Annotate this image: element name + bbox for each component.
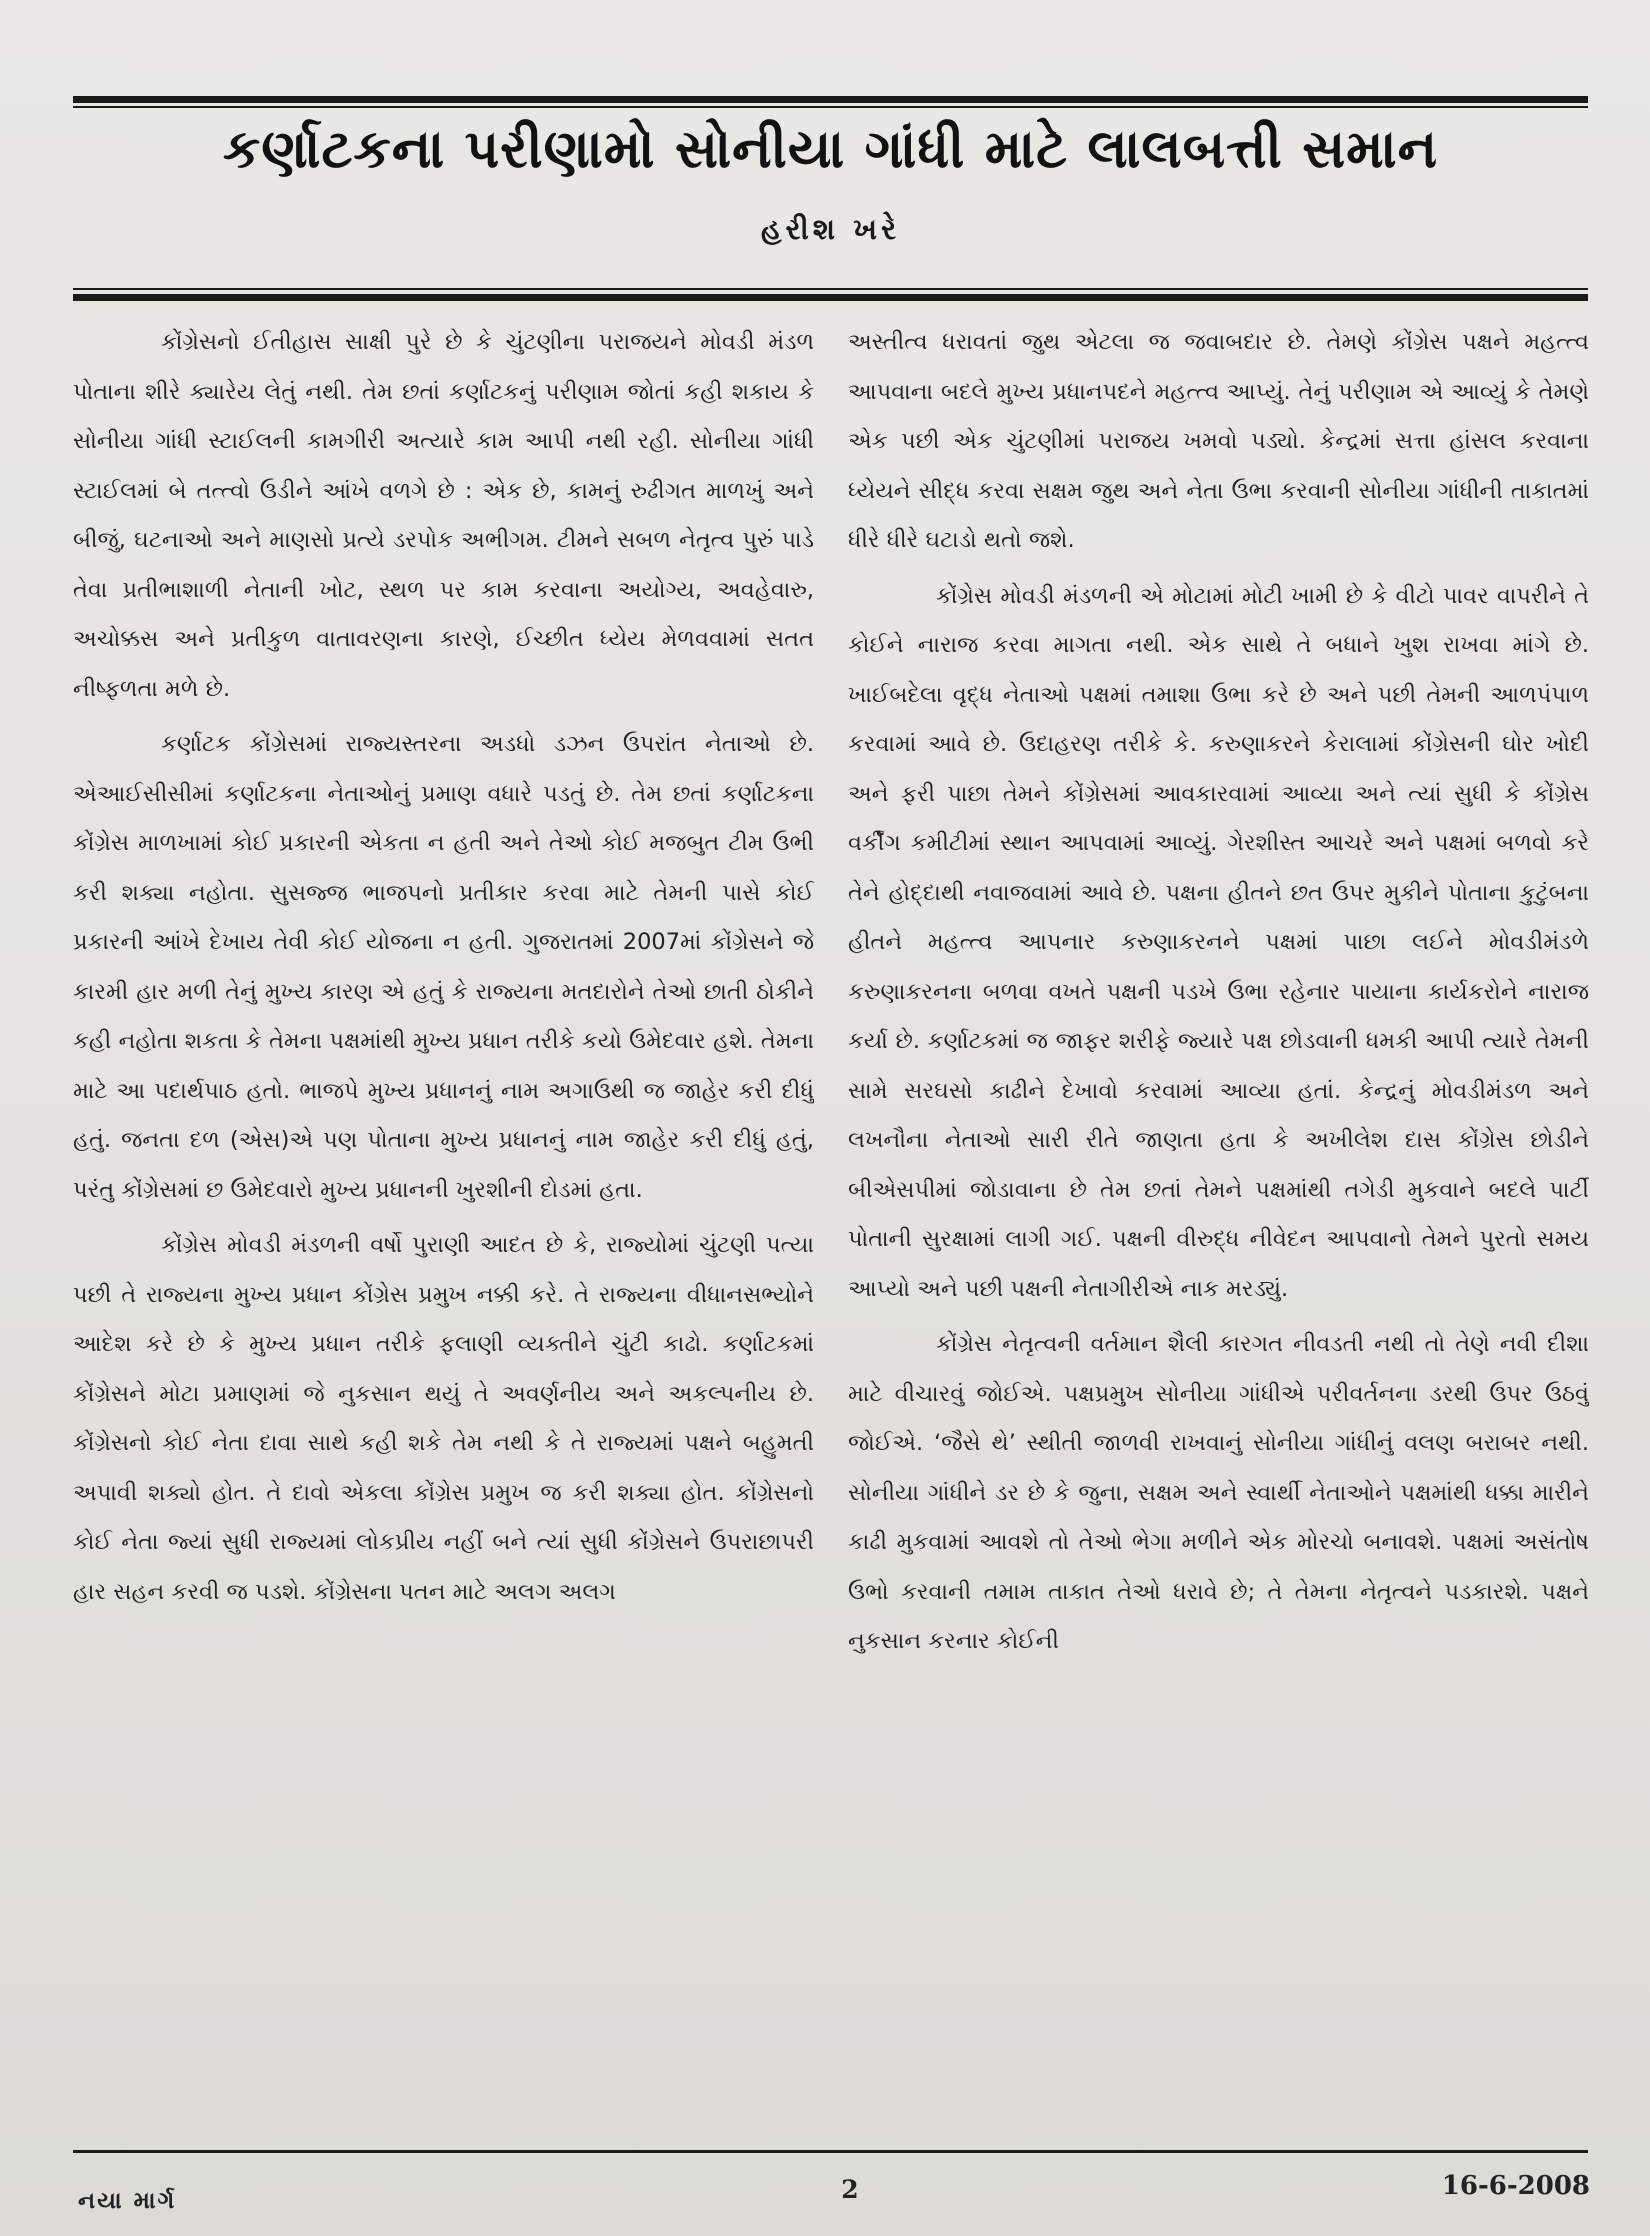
top-rule-thick bbox=[73, 96, 1588, 103]
page-number: 2 bbox=[841, 2175, 859, 2204]
paragraph: કોંગ્રેસ નેતૃત્વની વર્તમાન શૈલી કારગત નીવડતી નથી તો તેણે નવી દીશા માટે વીચારવું જોઈએ. પક્ષપ્રમુખ સોનીયા ગાંધીએ પરીવર્તનના ડરથી ઉપર ઉઠવું જોઈએ. ‘જૈસે થે’ સ્થીતી જાળવી રાખવાનું સોનીયા ગાંધીનું વલણ બરાબર નથી. સોનીયા ગાંધીને ડર છે કે જુના, સક્ષમ અને સ્વાર્થી નેતાઓને પક્ષમાંથી ધક્કા મારીને કાઢી મુકવામાં આવશે તો તેઓ ભેગા મળીને એક મોરચો બનાવશે. પક્ષમાં અસંતોષ ઉભો કરવાની તમામ તાકાત તેઓ ધરાવે છે; તે તેમના નેતૃત્વને પડકારશે. પક્ષને નુકસાન કરનાર કોઈની bbox=[848, 1331, 1589, 1654]
right-column bbox=[848, 318, 1589, 2113]
issue-date: 16-6-2008 bbox=[1441, 2171, 1590, 2201]
paragraph: અસ્તીત્વ ધરાવતાં જુથ એટલા જ જવાબદાર છે. તેમણે કોંગ્રેસ પક્ષને મહત્ત્વ આપવાના બદલે મુખ્ય પ્રધાનપદને મહત્ત્વ આપ્યું. તેનું પરીણામ એ આવ્યું કે તેમણે એક પછી એક ચુંટણીમાં પરાજય ખમવો પડ્યો. કેન્દ્રમાં સત્તા હાંસલ કરવાના ધ્યેયને સીદ્ધ કરવા સક્ષમ જુથ અને નેતા ઉભા કરવાની સોનીયા ગાંધીની તાકાતમાં ધીરે ધીરે ઘટાડો થતો જશે. bbox=[848, 329, 1589, 553]
paragraph: કર્ણાટક કોંગ્રેસમાં રાજ્યસ્તરના અડધો ડઝન ઉપરાંત નેતાઓ છે. એઆઈસીસીમાં કર્ણાટકના નેતાઓનું પ્રમાણ વધારે પડતું છે. તેમ છતાં કર્ણાટકના કોંગ્રેસ માળખામાં કોઈ પ્રકારની એકતા ન હતી અને તેઓ કોઈ મજબુત ટીમ ઉભી કરી શક્યા નહોતા. સુસજ્જ ભાજપનો પ્રતીકાર કરવા માટે તેમની પાસે કોઈ પ્રકારની આંખે દેખાય તેવી કોઈ યોજના ન હતી. ગુજરાતમાં 2007માં કોંગ્રેસને જે કારમી હાર મળી તેનું મુખ્ય કારણ એ હતું કે રાજ્યના મતદારોને તેઓ છાતી ઠોકીને કહી નહોતા શકતા કે તેમના પક્ષમાંથી મુખ્ય પ્રધાન તરીકે કયો ઉમેદવાર હશે. તેમના માટે આ પદાર્થપાઠ હતો. ભાજપે મુખ્ય પ્રધાનનું નામ અગાઉથી જ જાહેર કરી દીધું હતું. જનતા દળ (એસ)એ પણ પોતાના મુખ્ય પ્રધાનનું નામ જાહેર કરી દીધું હતું, પરંતુ કોંગ્રેસમાં છ ઉમેદવારો મુખ્ય પ્રધાનની ખુરશીની દોડમાં હતા. bbox=[73, 731, 814, 1203]
paragraph: કોંગ્રેસ મોવડી મંડળની વર્ષો પુરાણી આદત છે કે, રાજ્યોમાં ચુંટણી પત્યા પછી તે રાજ્યના મુખ્ય પ્રધાન કોંગ્રેસ પ્રમુખ નક્કી કરે. તે રાજ્યના વીધાનસભ્યોને આદેશ કરે છે કે મુખ્ય પ્રધાન તરીકે ફલાણી વ્યક્તીને ચુંટી કાઢો. કર્ણાટકમાં કોંગ્રેસને મોટા પ્રમાણમાં જે નુકસાન થયું તે અવર્ણનીય અને અકલ્પનીય છે. કોંગ્રેસનો કોઈ નેતા દાવા સાથે કહી શકે તેમ નથી કે તે રાજ્યમાં પક્ષને બહુમતી અપાવી શક્યો હોત. તે દાવો એકલા કોંગ્રેસ પ્રમુખ જ કરી શક્યા હોત. કોંગ્રેસનો કોઈ નેતા જ્યાં સુધી રાજ્યમાં લોકપ્રીય નહીં બને ત્યાં સુધી કોંગ્રેસને ઉપરાછાપરી હાર સહન કરવી જ પડશે. કોંગ્રેસના પતન માટે અલગ અલગ bbox=[73, 1232, 814, 1605]
top-rule-thin bbox=[73, 106, 1588, 108]
header-rule-thin bbox=[73, 288, 1588, 290]
left-column bbox=[73, 318, 814, 2113]
header-rule-thick bbox=[73, 294, 1588, 301]
article-byline: હરીશ ખરે bbox=[760, 212, 901, 246]
footer-rule bbox=[73, 2150, 1588, 2153]
publication-name: નયા માર્ગ bbox=[78, 2188, 177, 2214]
article-headline: કર્ણાટકના પરીણામો સોનીયા ગાંધી માટે લાલબત્તી સમાન bbox=[222, 119, 1439, 180]
paragraph: કોંગ્રેસનો ઈતીહાસ સાક્ષી પુરે છે કે ચુંટણીના પરાજયને મોવડી મંડળ પોતાના શીરે ક્યારેય લેતું નથી. તેમ છતાં કર્ણાટકનું પરીણામ જોતાં કહી શકાય કે સોનીયા ગાંધી સ્ટાઈલની કામગીરી અત્યારે કામ આપી નથી રહી. સોનીયા ગાંધી સ્ટાઈલમાં બે તત્ત્વો ઉડીને આંખે વળગે છે : એક છે, કામનું રુઢીગત માળખું અને બીજું, ઘટનાઓ અને માણસો પ્રત્યે ડરપોક અભીગમ. ટીમને સબળ નેતૃત્વ પુરું પાડે તેવા પ્રતીભાશાળી નેતાની ખોટ, સ્થળ પર કામ કરવાના અયોગ્ય, અવહેવારુ, અચોક્કસ અને પ્રતીકુળ વાતાવરણના કારણે, ઈચ્છીત ધ્યેય મેળવવામાં સતત નીષ્ફળતા મળે છે. bbox=[73, 329, 814, 702]
paragraph: કોંગ્રેસ મોવડી મંડળની એ મોટામાં મોટી ખામી છે કે વીટો પાવર વાપરીને તે કોઈને નારાજ કરવા માગતા નથી. એક સાથે તે બધાને ખુશ રાખવા માંગે છે. ખાઈબદેલા વૃદ્ધ નેતાઓ પક્ષમાં તમાશા ઉભા કરે છે અને પછી તેમની આળપંપાળ કરવામાં આવે છે. ઉદાહરણ તરીકે કે. કરુણાકરને કેરાલામાં કોંગ્રેસની ઘોર ખોદી અને ફરી પાછા તેમને કોંગ્રેસમાં આવકારવામાં આવ્યા અને ત્યાં સુધી કે કોંગ્રેસ વર્કીંગ કમીટીમાં સ્થાન આપવામાં આવ્યું. ગેરશીસ્ત આચરે અને પક્ષમાં બળવો કરે તેને હોદ્દાથી નવાજવામાં આવે છે. પક્ષના હીતને છત ઉપર મુકીને પોતાના કુટુંબના હીતને મહત્ત્વ આપનાર કરુણાકરનને પક્ષમાં પાછા લઈને મોવડીમંડળે કરુણાકરનના બળવા વખતે પક્ષની પડખે ઉભા રહેનાર પાયાના કાર્યકરોને નારાજ કર્યા છે. કર્ણાટકમાં જ જાફર શરીફે જ્યારે પક્ષ છોડવાની ધમકી આપી ત્યારે તેમની સામે સરઘસો કાઢીને દેખાવો કરવામાં આવ્યા હતાં. કેન્દ્રનું મોવડીમંડળ અને લખનૌના નેતાઓ સારી રીતે જાણતા હતા કે અખીલેશ દાસ કોંગ્રેસ છોડીને બીએસપીમાં જોડાવાના છે તેમ છતાં તેમને પક્ષમાંથી તગેડી મુકવાને બદલે પાર્ટી પોતાની સુરક્ષામાં લાગી ગઈ. પક્ષની વીરુદ્ધ નીવેદન આપવાનો તેમને પુરતો સમય આપ્યો અને પછી પક્ષની નેતાગીરીએ નાક મરડ્યું. bbox=[848, 582, 1589, 1302]
